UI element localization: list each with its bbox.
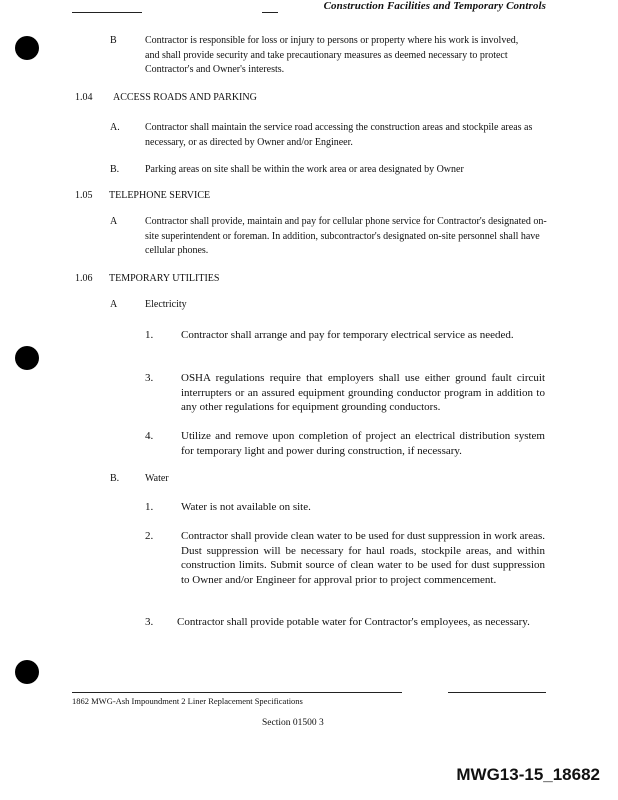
item-letter: A — [110, 216, 118, 227]
paragraph-text: Parking areas on site shall be within the work area or area designated by Owner — [145, 164, 464, 175]
paragraph-text: Contractor is responsible for loss or injury to persons or property where his work is involved, and shall provide security and take precautionary measures as deemed necessary to protect Contractor's and Owner's interests. — [145, 35, 519, 75]
list-number: 4. — [145, 430, 154, 442]
list-number: 2. — [145, 530, 154, 542]
list-number: 3. — [145, 616, 154, 628]
subsection-title: Water — [145, 473, 169, 484]
paragraph-text: Contractor shall provide, maintain and pay for cellular phone service for Contractor's designated on-site superintendent or foreman. In addition, subcontractor's designated on-site personnel shall have cellular phones. — [145, 216, 547, 256]
section-title: ACCESS ROADS AND PARKING — [113, 92, 257, 103]
footer-section: Section 01500 3 — [262, 718, 324, 728]
list-item-text: Water is not available on site. — [181, 501, 311, 513]
list-item-text: OSHA regulations require that employers shall use either ground fault circuit interrupters or an assured equipment grounding conductor program in addition to any other regulations for equipment grounding conductors. — [181, 372, 545, 413]
section-title: TEMPORARY UTILITIES — [109, 273, 220, 284]
section-number: 1.04 — [75, 92, 93, 103]
footer-rule — [448, 692, 546, 693]
list-item-text: Utilize and remove upon completion of project an electrical distribution system for temporary light and power during construction, if necessary. — [181, 430, 545, 457]
bates-number: MWG13-15_18682 — [456, 765, 600, 784]
item-letter: B. — [110, 473, 120, 484]
item-letter: B — [110, 35, 117, 46]
item-letter: B. — [110, 164, 120, 175]
punch-hole-top — [15, 36, 39, 60]
list-number: 1. — [145, 329, 154, 341]
list-number: 3. — [145, 372, 154, 384]
header-rule — [72, 12, 142, 13]
section-number: 1.06 — [75, 273, 93, 284]
punch-hole-bottom — [15, 660, 39, 684]
running-header-title: Construction Facilities and Temporary Controls — [323, 0, 546, 12]
section-number: 1.05 — [75, 190, 93, 201]
subsection-title: Electricity — [145, 299, 187, 310]
footer-project: 1862 MWG-Ash Impoundment 2 Liner Replacement Specifications — [72, 696, 303, 706]
list-item-text: Contractor shall arrange and pay for temporary electrical service as needed. — [181, 329, 514, 341]
section-title: TELEPHONE SERVICE — [109, 190, 211, 201]
list-number: 1. — [145, 501, 154, 513]
punch-hole-middle — [15, 346, 39, 370]
item-letter: A. — [110, 122, 120, 133]
header-rule — [262, 12, 278, 13]
list-item-text: Contractor shall provide potable water for Contractor's employees, as necessary. — [177, 616, 530, 628]
paragraph-text: Contractor shall maintain the service road accessing the construction areas and stockpile areas as necessary, or as directed by Owner and/or Engineer. — [145, 122, 533, 148]
footer-rule — [72, 692, 402, 693]
item-letter: A — [110, 299, 118, 310]
list-item-text: Contractor shall provide clean water to be used for dust suppression in work areas. Dust suppression will be necessary for haul roads, stockpile areas, and within construction limits. Submit source of clean water to be used for dust suppression to Owner and/or Engineer for approval prior to project commencement. — [181, 530, 545, 586]
